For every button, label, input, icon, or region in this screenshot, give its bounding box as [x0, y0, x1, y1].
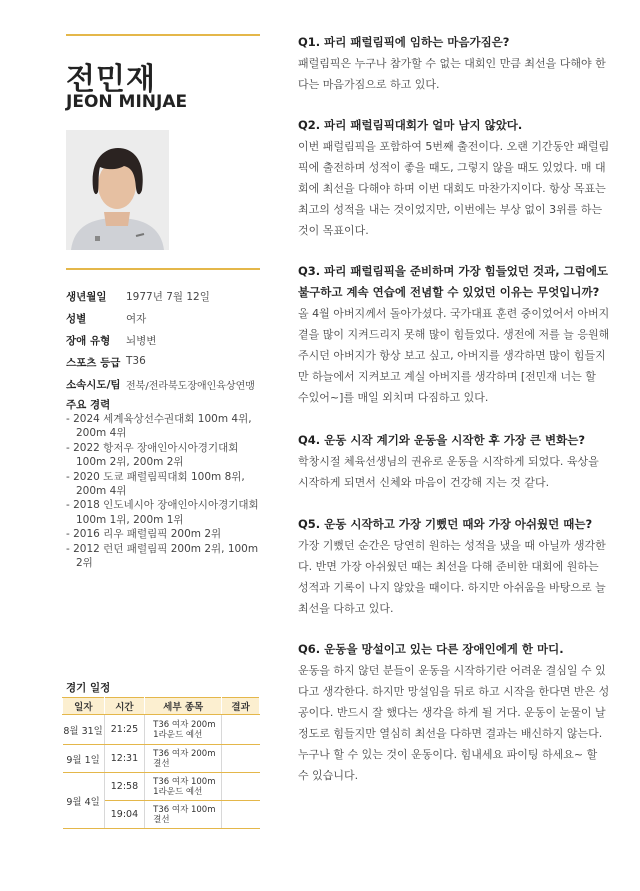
table-row: [63, 745, 260, 773]
answer-2: 이번 패럴림픽을 포함하여 5번째 출전이다. 오랜 기간동안 패럴림픽에 출전하며 성적이 좋을 때도, 그렇지 않을 때도 있었다. 매 대회에 최선을 다해야 하며 이번 대회도 마찬가지이다. 항상 목표는 최고의 성적을 내는 것이었지만, 이번에는 부상 없이 3위를 하는 것이 목표이다.: [298, 140, 610, 237]
result-cell: [222, 773, 260, 801]
time-cell: 19:04: [104, 801, 144, 829]
question-3: Q3. 파리 패럴림픽을 준비하며 가장 힘들었던 것과, 그럼에도 불구하고 계속 연습에 전념할 수 있었던 이유는 무엇입니까?: [298, 264, 609, 299]
event-cell: T36 여자 100m 1라운드 예선: [145, 773, 222, 801]
event-cell: T36 여자 200m 결선: [145, 745, 222, 773]
answer-1: 패럴림픽은 누구나 참가할 수 없는 대회인 만큼 최선을 다해야 한다는 마음가짐으로 하고 있다.: [298, 57, 606, 91]
sex-value: 여자: [126, 313, 147, 325]
answer-3: 올 4월 아버지께서 돌아가셨다. 국가대표 훈련 중이었어서 아버지 곁을 많이 지켜드리지 못해 많이 힘들었다. 생전에 저를 늘 응원해 주시던 아버지가 항상 보고 싶고, 아버지를 생각하면 많이 힘들지만 하늘에서 지켜보고 계실 아버지를 생각하며 [전민재 너는 할 수있어~]를 매일 외치며 다짐하고 있다.: [298, 307, 610, 404]
qa-block-3: [298, 261, 610, 408]
header-event: 세부 종목: [145, 698, 222, 715]
time-cell: 12:58: [104, 773, 144, 801]
schedule-title: 경기 일정: [66, 682, 111, 694]
sex-label: 성별: [66, 313, 87, 325]
team-row: [66, 377, 266, 399]
career-item: - 2018 인도네시아 장애인아시아경기대회 100m 1위, 200m 1위: [66, 499, 259, 526]
mid-divider: [66, 268, 260, 270]
disability-label: 장애 유형: [66, 335, 111, 347]
time-cell: 12:31: [104, 745, 144, 773]
qa-block-4: [298, 430, 610, 493]
schedule-table: [62, 697, 260, 829]
date-cell: 8월 31일: [63, 715, 105, 745]
table-row: [63, 715, 260, 745]
birth-label: 생년월일: [66, 291, 107, 303]
class-row: [66, 355, 266, 377]
career-item: - 2012 런던 패럴림픽 200m 2위, 100m 2위: [66, 542, 259, 570]
event-cell: T36 여자 200m 1라운드 예선: [145, 715, 222, 745]
time-cell: 21:25: [104, 715, 144, 745]
career-item: - 2016 리우 패럴림픽 200m 2위: [66, 528, 222, 541]
careers-label: 주요 경력: [66, 399, 111, 411]
header-result: 결과: [222, 698, 260, 715]
question-2: Q2. 파리 패럴림픽대회가 얼마 남지 않았다.: [298, 118, 523, 132]
result-cell: [222, 745, 260, 773]
sex-row: [66, 311, 266, 333]
qa-block-5: [298, 514, 610, 619]
question-1: Q1. 파리 패럴림픽에 임하는 마음가짐은?: [298, 35, 510, 49]
question-5: Q5. 운동 시작하고 가장 기뻤던 때와 가장 아쉬웠던 때는?: [298, 517, 593, 531]
qa-block-6: [298, 639, 610, 786]
profile-info: [66, 289, 266, 570]
athlete-name-english: JEON MINJAE: [66, 92, 188, 112]
class-value: T36: [126, 355, 146, 367]
date-cell: 9월 4일: [63, 773, 105, 829]
question-6: Q6. 운동을 망설이고 있는 다른 장애인에게 한 마디.: [298, 642, 564, 656]
result-cell: [222, 715, 260, 745]
answer-5: 가장 기뻤던 순간은 당연히 원하는 성적을 냈을 때 아닐까 생각한다. 반면 가장 아쉬웠던 때는 최선을 다해 준비한 대회에 원하는 성적과 기록이 나지 않았을 때이다. 하지만 아쉬움을 바탕으로 늘 최선을 다하고 있다.: [298, 539, 606, 615]
answer-4: 학창시절 체육선생님의 권유로 운동을 시작하게 되었다. 육상을 시작하게 되면서 신체와 마음이 건강해 지는 것 같다.: [298, 455, 599, 489]
career-item: - 2024 세계육상선수권대회 100m 4위, 200m 4위: [66, 413, 252, 440]
birth-row: [66, 289, 266, 311]
qa-block-1: [298, 32, 610, 95]
question-4: Q4. 운동 시작 계기와 운동을 시작한 후 가장 큰 변화는?: [298, 433, 586, 447]
answer-6: 운동을 하지 않던 분들이 운동을 시작하기란 어려운 결심일 수 있다고 생각한다. 하지만 망설임을 뒤로 하고 시작을 한다면 반은 성공이다. 반드시 잘 했다는 생각을 하게 될 거다. 운동이 눈물이 날 정도로 힘들지만 열심히 최선을 다하면 결과는 배신하지 않는다. 누구나 할 수 있는 것이 운동이다. 힘내세요 파이팅 하세요~ 할 수 있습니다.: [298, 664, 610, 782]
team-label: 소속시도/팀: [66, 379, 121, 391]
header-date: 일자: [63, 698, 105, 715]
career-item: - 2020 도쿄 패럴림픽대회 100m 8위, 200m 4위: [66, 470, 245, 498]
top-divider: [66, 34, 260, 36]
team-value: 전북/전라북도장애인육상연맹: [126, 381, 255, 392]
disability-value: 뇌병변: [126, 335, 157, 347]
disability-row: [66, 333, 266, 355]
table-row: [63, 773, 260, 801]
result-cell: [222, 801, 260, 829]
schedule-header-row: [63, 698, 260, 715]
date-cell: 9월 1일: [63, 745, 105, 773]
athlete-photo: [66, 130, 169, 250]
qa-block-2: [298, 115, 610, 241]
birth-value: 1977년 7월 12일: [126, 291, 210, 303]
career-item: - 2022 항저우 장애인아시아경기대회 100m 2위, 200m 2위: [66, 441, 239, 469]
class-label: 스포츠 등급: [66, 357, 121, 369]
header-time: 시간: [104, 698, 144, 715]
athlete-name-korean: 전민재: [66, 62, 156, 97]
event-cell: T36 여자 100m 결선: [145, 801, 222, 829]
